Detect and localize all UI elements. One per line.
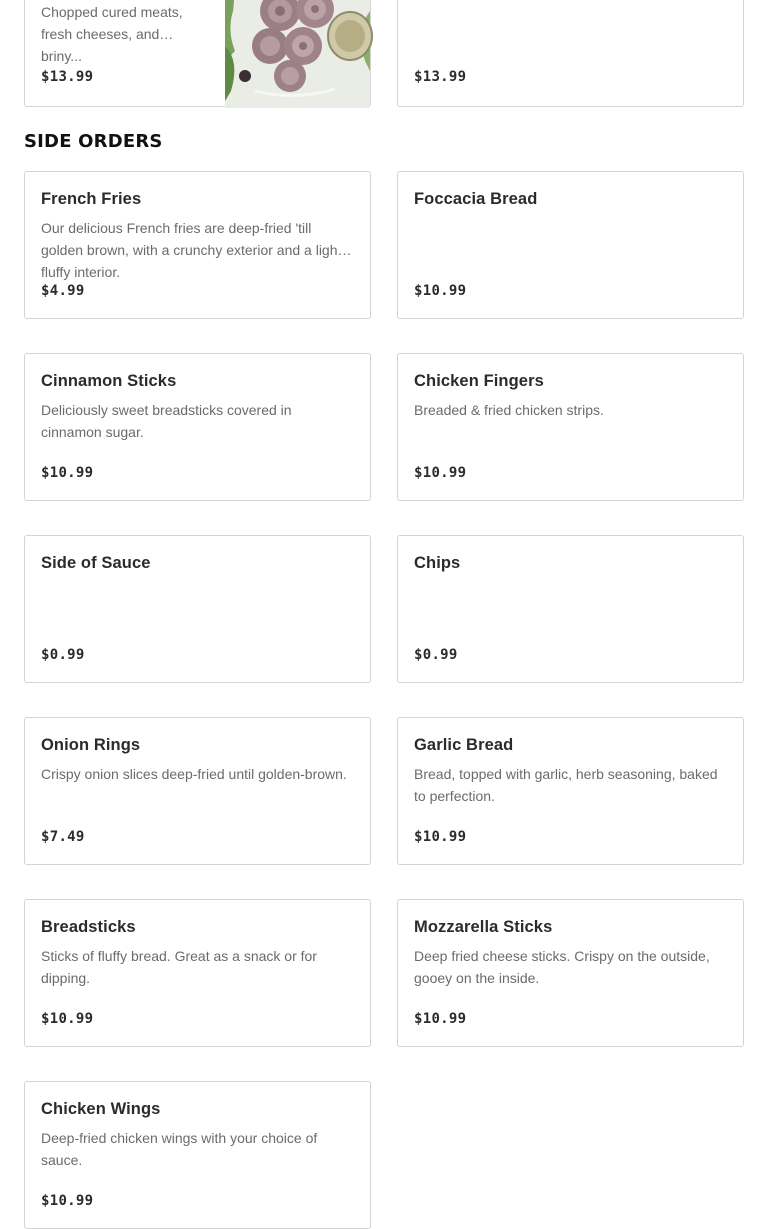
- menu-item-card-onion-rings[interactable]: [24, 717, 371, 865]
- menu-item-card-top-right[interactable]: [397, 0, 744, 107]
- item-name: Side of Sauce: [41, 554, 151, 572]
- item-price: $10.99: [414, 283, 467, 299]
- item-price: $7.49: [41, 829, 85, 845]
- menu-item-card-chicken-wings[interactable]: [24, 1081, 371, 1229]
- item-price: $4.99: [41, 283, 85, 299]
- item-name: Onion Rings: [41, 736, 141, 754]
- item-price: $10.99: [41, 1011, 94, 1027]
- item-name: Cinnamon Sticks: [41, 372, 177, 390]
- item-description: Deep fried cheese sticks. Crispy on the outside, gooey on the inside.: [414, 948, 710, 986]
- menu-item-card-breadsticks[interactable]: [24, 899, 371, 1047]
- menu-item-card-french-fries[interactable]: [24, 171, 371, 319]
- item-price: $10.99: [414, 465, 467, 481]
- section-title-side-orders: SIDE ORDERS: [24, 131, 163, 152]
- item-description: Sticks of fluffy bread. Great as a snack or for dipping.: [41, 948, 317, 986]
- item-name: Mozzarella Sticks: [414, 918, 553, 936]
- item-description: Chopped cured meats, fresh cheeses, and briny...: [41, 4, 183, 64]
- menu-item-card-cinnamon-sticks[interactable]: [24, 353, 371, 501]
- item-name: Garlic Bread: [414, 736, 514, 754]
- item-price: $0.99: [41, 647, 85, 663]
- item-price: $10.99: [414, 829, 467, 845]
- item-name: Chicken Fingers: [414, 372, 544, 390]
- item-name: Breadsticks: [41, 918, 136, 936]
- item-description: Breaded & fried chicken strips.: [414, 402, 604, 418]
- item-name: Chicken Wings: [41, 1100, 161, 1118]
- item-price: $10.99: [41, 465, 94, 481]
- menu-item-card-chips[interactable]: [397, 535, 744, 683]
- item-price: $0.99: [414, 647, 458, 663]
- item-description: Bread, topped with garlic, herb seasoning, baked to perfection.: [414, 766, 718, 804]
- item-name: Foccacia Bread: [414, 190, 538, 208]
- menu-item-card-foccacia-bread[interactable]: [397, 171, 744, 319]
- menu-item-card-chicken-fingers[interactable]: [397, 353, 744, 501]
- item-description: Deep-fried chicken wings with your choice of sauce.: [41, 1130, 318, 1168]
- item-description: Deliciously sweet breadsticks covered in cinnamon sugar.: [41, 402, 292, 440]
- item-price: $13.99: [41, 69, 94, 85]
- menu-item-card-side-of-sauce[interactable]: [24, 535, 371, 683]
- item-name: French Fries: [41, 190, 142, 208]
- item-description: Our delicious French fries are deep-fried 'till golden brown, with a crunchy exterior and a light fluffy interior.: [41, 220, 342, 280]
- item-price: $10.99: [414, 1011, 467, 1027]
- menu-item-card-garlic-bread[interactable]: [397, 717, 744, 865]
- item-name: Chips: [414, 554, 461, 572]
- menu-item-card-antipasto[interactable]: [24, 0, 371, 107]
- antipasto-salad-photo: [225, 0, 370, 108]
- item-price: $13.99: [414, 69, 467, 85]
- item-description: Crispy onion slices deep-fried until golden-brown.: [41, 766, 347, 782]
- item-price: $10.99: [41, 1193, 94, 1209]
- menu-item-card-mozzarella-sticks[interactable]: [397, 899, 744, 1047]
